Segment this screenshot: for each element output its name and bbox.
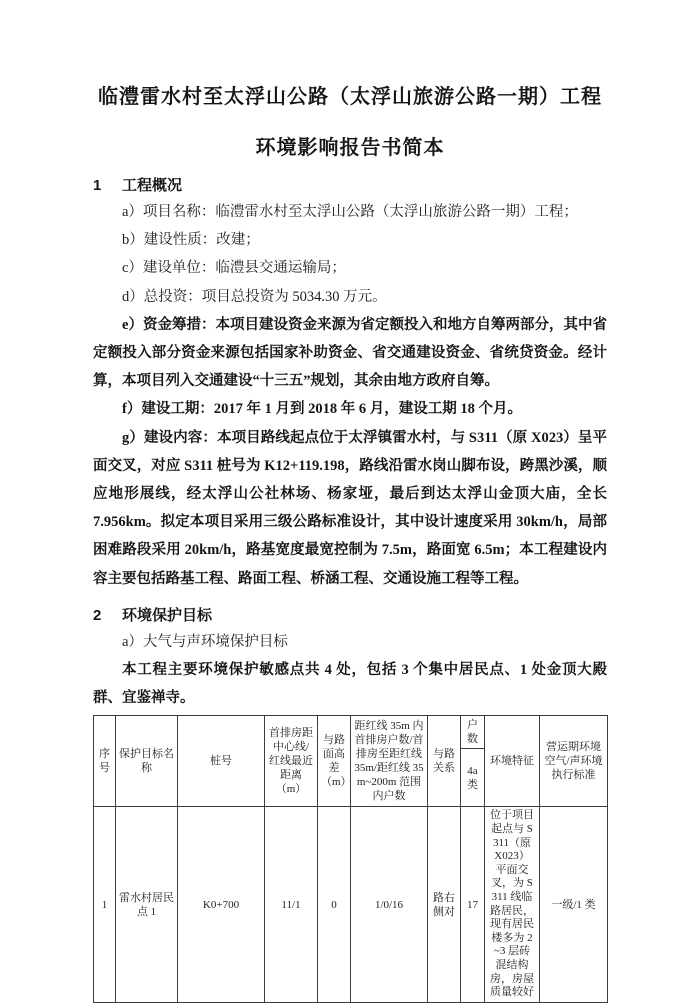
paragraph-construction-period: f）建设工期：2017 年 1 月到 2018 年 6 月，建设工期 18 个月。: [122, 401, 522, 418]
cell-seq: 1: [94, 807, 116, 1002]
cell-target-name: 雷水村居民点 1: [116, 807, 178, 1002]
document-title: [93, 0, 607, 163]
cell-first-row-distance: 11/1: [265, 807, 318, 1002]
cell-height-diff: 0: [318, 807, 351, 1002]
cell-households-35m: 1/0/16: [351, 807, 428, 1002]
cell-households: 17: [461, 807, 485, 1002]
col-header-first-row-distance: 首排房距中心线/红线最近距离（m）: [265, 716, 318, 807]
col-header-height-diff: 与路面高差（m）: [318, 716, 351, 807]
paragraph-construction-nature: b）建设性质：改建；: [122, 232, 260, 249]
section-2-number: 2: [93, 606, 102, 624]
sensitive-points-table: [93, 715, 608, 1002]
col-header-seq: 序号: [94, 716, 116, 807]
page-content: [93, 0, 607, 1003]
paragraph-construction-content: g）建设内容：本项目路线起点位于太浮镇雷水村，与 S311（原 X023）呈平面交叉，对应 S311 桩号为 K12+119.198，路线沿雷水岗山脚布设，跨黑沙溪，顺应地形展线，经太浮山公社林场、杨家垭，最后到达太浮山金顶大庙，全长 7.956km。拟定本项目采用三级公路标准设计，其中设计速度采用 30km/h，局部困难路段采用 20km/h，路基宽度最宽控制为 7.5m，路面宽 6.5m；本工程建设内容主要包括路基工程、路面工程、桥涵工程、交通设施工程等工程。: [93, 429, 607, 587]
section-1-number: 1: [93, 177, 102, 194]
cell-road-relation: 路右侧对: [428, 807, 461, 1002]
col-header-households-35m: 距红线 35m 内首排房户数/首排房至距红线 35m/距红线 35m~200m 范围内户数: [351, 716, 428, 807]
cell-standards: 一级/1 类: [540, 807, 608, 1002]
paragraph-air-noise-target-title: a）大气与声环境保护目标: [122, 633, 288, 650]
col-header-env-feature: 环境特征: [485, 716, 540, 807]
paragraph-project-name: a）项目名称：临澧雷水村至太浮山公路（太浮山旅游公路一期）工程；: [122, 204, 578, 220]
col-header-4a-class: 4a 类: [461, 749, 485, 807]
table-row: [94, 807, 608, 1002]
section-2-title: 环境保护目标: [122, 606, 213, 624]
col-header-stake: 桩号: [178, 716, 265, 807]
col-header-standards: 营运期环境空气/声环境执行标准: [540, 716, 608, 807]
section-1-heading: [93, 174, 607, 198]
col-header-target-name: 保护目标名称: [116, 716, 178, 807]
cell-env-feature: 位于项目起点与 S311（原 X023）平面交叉，为 S311 线临路居民，现有居民楼多为 2~3 层砖混结构房，房屋质量较好: [485, 807, 540, 1002]
cell-stake: K0+700: [178, 807, 265, 1002]
document-title-line-1: 临澧雷水村至太浮山公路（太浮山旅游公路一期）工程: [98, 86, 602, 108]
col-header-road-relation: 与路关系: [428, 716, 461, 807]
paragraph-funding: e）资金筹措：本项目建设资金来源为省定额投入和地方自筹两部分，其中省定额投入部分资金来源包括国家补助资金、省交通建设资金、省统贷资金。经计算，本项目列入交通建设“十三五”规划，其余由地方政府自筹。: [93, 316, 607, 390]
col-header-households: 户数: [461, 716, 485, 749]
paragraph-construction-unit: c）建设单位：临澧县交通运输局；: [122, 260, 346, 277]
paragraph-total-investment: d）总投资：项目总投资为 5034.30 万元。: [122, 288, 387, 305]
section-2-heading: [93, 604, 607, 628]
paragraph-sensitive-points: 本工程主要环境保护敏感点共 4 处，包括 3 个集中居民点、1 处金顶大殿群、宜鉴禅寺。: [93, 662, 607, 707]
document-title-line-2: 环境影响报告书简本: [255, 137, 445, 159]
section-1-title: 工程概况: [122, 177, 183, 194]
